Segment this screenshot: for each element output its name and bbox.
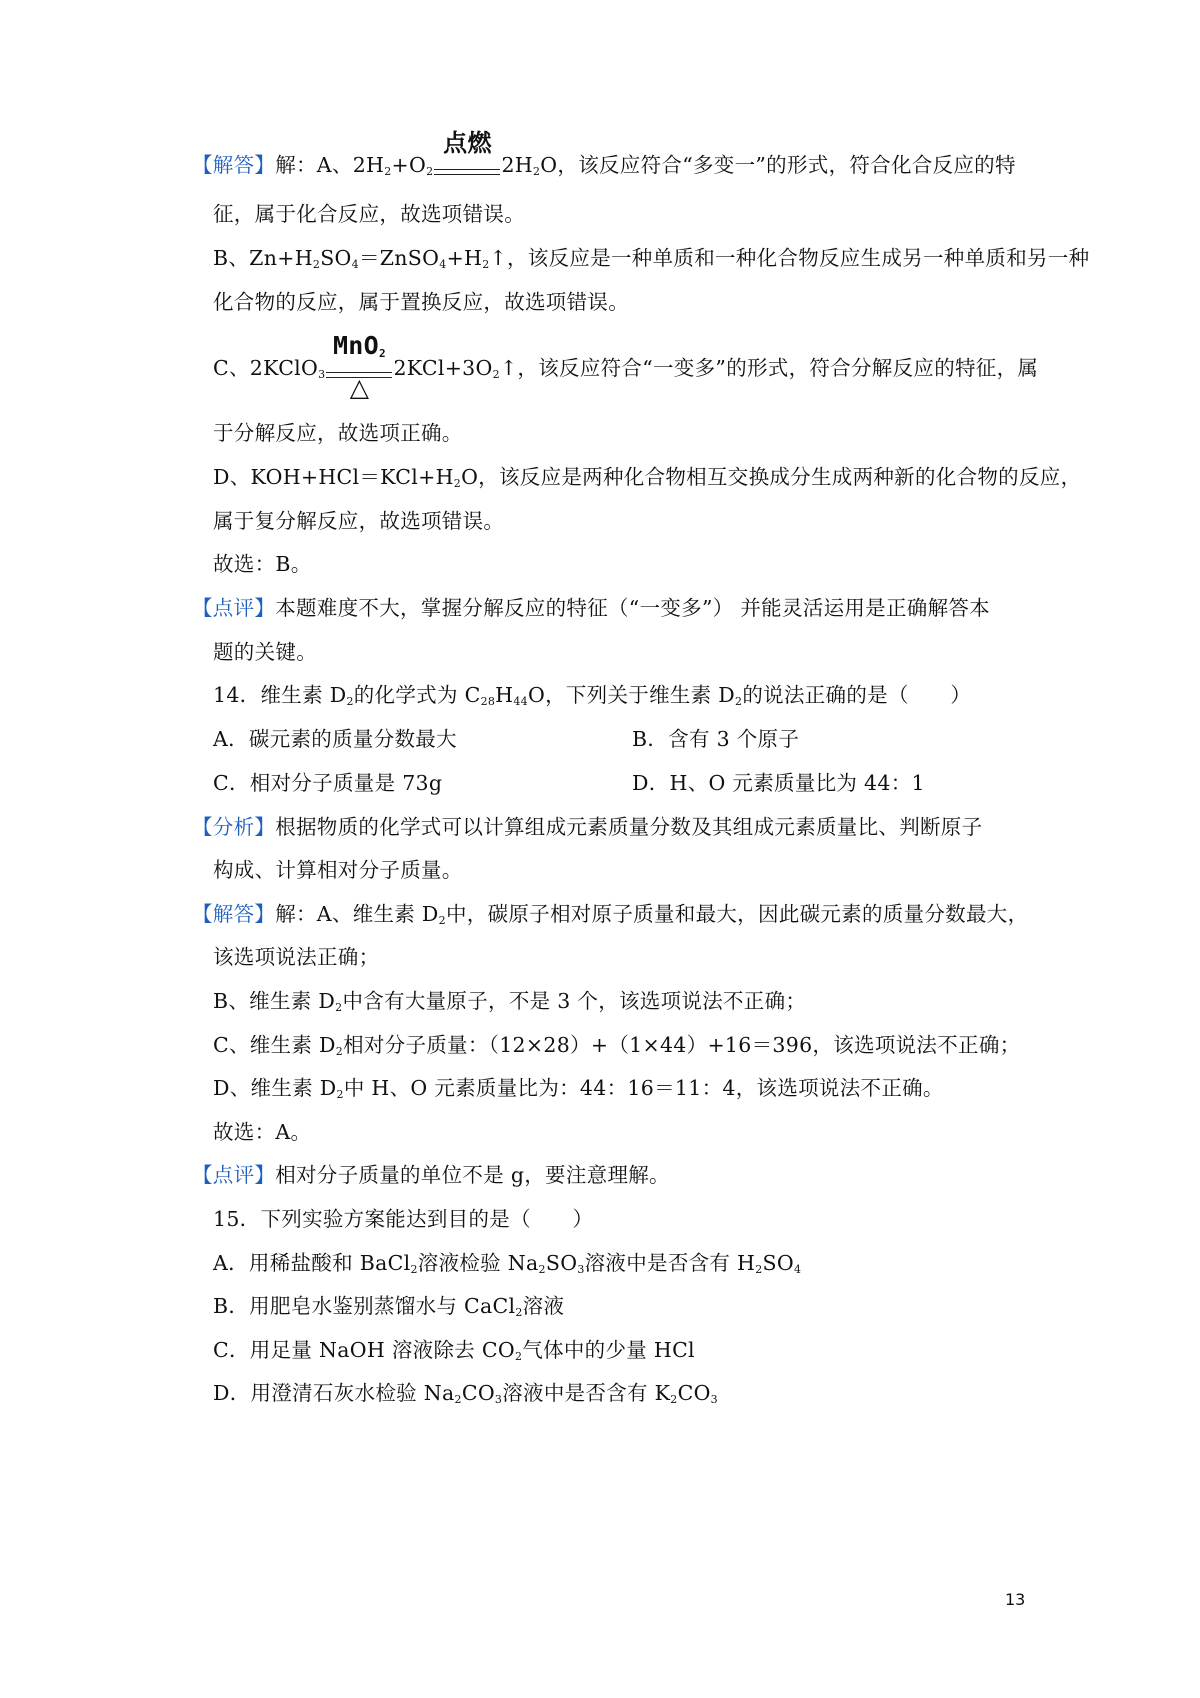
q15-option-c: C．用足量 NaOH 溶液除去 $CO_2$气体中的少量 HCl — [213, 1338, 695, 1363]
q15-option-b: B．用肥皂水鉴别蒸馏水与 CaCl$_2$溶液 — [213, 1294, 565, 1319]
q13-answer-c-line1: C、2KClO$_3$ MnO$_2$ △ $2KCl+3O_2↑$，该反应符合“一变多”的形式，符合分解反应的特征，属 — [213, 330, 1039, 402]
comment-tag: 【点评】 — [192, 596, 276, 620]
q13-answer-d-line1: D、$KOH+HCl=KCl+H_2O$，该反应是两种化合物相互交换成分生成两种新的化合物的反应， — [213, 465, 1082, 490]
q13-answer-a-line2: 征，属于化合反应，故选项错误。 — [213, 202, 525, 226]
answer-tag: 【解答】 — [192, 153, 276, 177]
q13-comment-line2: 题的关键。 — [213, 640, 317, 664]
q14-answer-b: B、维生素 $D_2$中含有大量原子，不是 3 个，该选项说法不正确； — [213, 989, 807, 1014]
q14-answer-a-line2: 该选项说法正确； — [213, 945, 380, 969]
q14-analysis-line1: 【分析】根据物质的化学式可以计算组成元素质量分数及其组成元素质量比、判断原子 — [192, 815, 983, 839]
q14-stem: 14．维生素 $D_2$的化学式为 $C_{28}H_{44}O$，下列关于维生素 $D_2$的说法正确的是（ ） — [213, 683, 972, 708]
q14-choice: 故选：A。 — [213, 1120, 312, 1144]
answer-tag: 【解答】 — [192, 902, 276, 926]
q14-answer-a-line1: 【解答】解：A、维生素 $D_2$中，碳原子相对原子质量和最大，因此碳元素的质量分数最大， — [192, 902, 1029, 927]
q14-option-a: A．碳元素的质量分数最大 — [213, 727, 457, 751]
q13-answer-b-line2: 化合物的反应，属于置换反应，故选项错误。 — [213, 290, 629, 314]
q14-analysis-line2: 构成、计算相对分子质量。 — [213, 858, 463, 882]
ignite-condition: 点燃 — [434, 152, 500, 182]
q15-option-d: D．用澄清石灰水检验 $Na_2CO_3$溶液中是否含有 $K_2CO_3$ — [213, 1381, 718, 1406]
q13-choice: 故选：B。 — [213, 552, 312, 576]
q14-answer-d: D、维生素 $D_2$中 H、O 元素质量比为：44：16＝11：4，该选项说法不正确。 — [213, 1076, 944, 1101]
q14-comment: 【点评】相对分子质量的单位不是 g，要注意理解。 — [192, 1163, 670, 1187]
page-number: 13 — [1005, 1590, 1026, 1609]
q14-option-c: C．相对分子质量是 73g — [213, 771, 443, 795]
q13-answer-b-line1: B、$Zn+H_2SO_4=ZnSO_4+H_2↑$，该反应是一种单质和一种化合物反应生成另一种单质和另一种 — [213, 246, 1090, 271]
mno2-heat-condition: MnO$_2$ △ — [326, 355, 392, 385]
q14-option-d: D．H、O 元素质量比为 44：1 — [632, 771, 925, 795]
q14-answer-c: C、维生素 $D_2$相对分子质量：（12×28）+（1×44）+16＝396，该选项说法不正确； — [213, 1033, 1021, 1058]
q13-comment-line1: 【点评】本题难度不大，掌握分解反应的特征（“一变多”） 并能灵活运用是正确解答本 — [192, 596, 990, 620]
q13-answer-c-line2: 于分解反应，故选项正确。 — [213, 421, 463, 445]
comment-tag: 【点评】 — [192, 1163, 276, 1187]
q13-answer-a-line1: 【解答】解：A、$2H_2+O_2$ 点燃 $2H_2O$，该反应符合“多变一”的形式，符合化合反应的特 — [192, 150, 1016, 182]
q15-option-a: A．用稀盐酸和 BaCl$_2$溶液检验 $Na_2SO_3$溶液中是否含有 $H_2SO_4$ — [213, 1251, 802, 1276]
q13-answer-d-line2: 属于复分解反应，故选项错误。 — [213, 509, 505, 533]
analysis-tag: 【分析】 — [192, 815, 276, 839]
q14-option-b: B．含有 3 个原子 — [632, 727, 800, 751]
q15-stem: 15．下列实验方案能达到目的是（ ） — [213, 1207, 594, 1231]
